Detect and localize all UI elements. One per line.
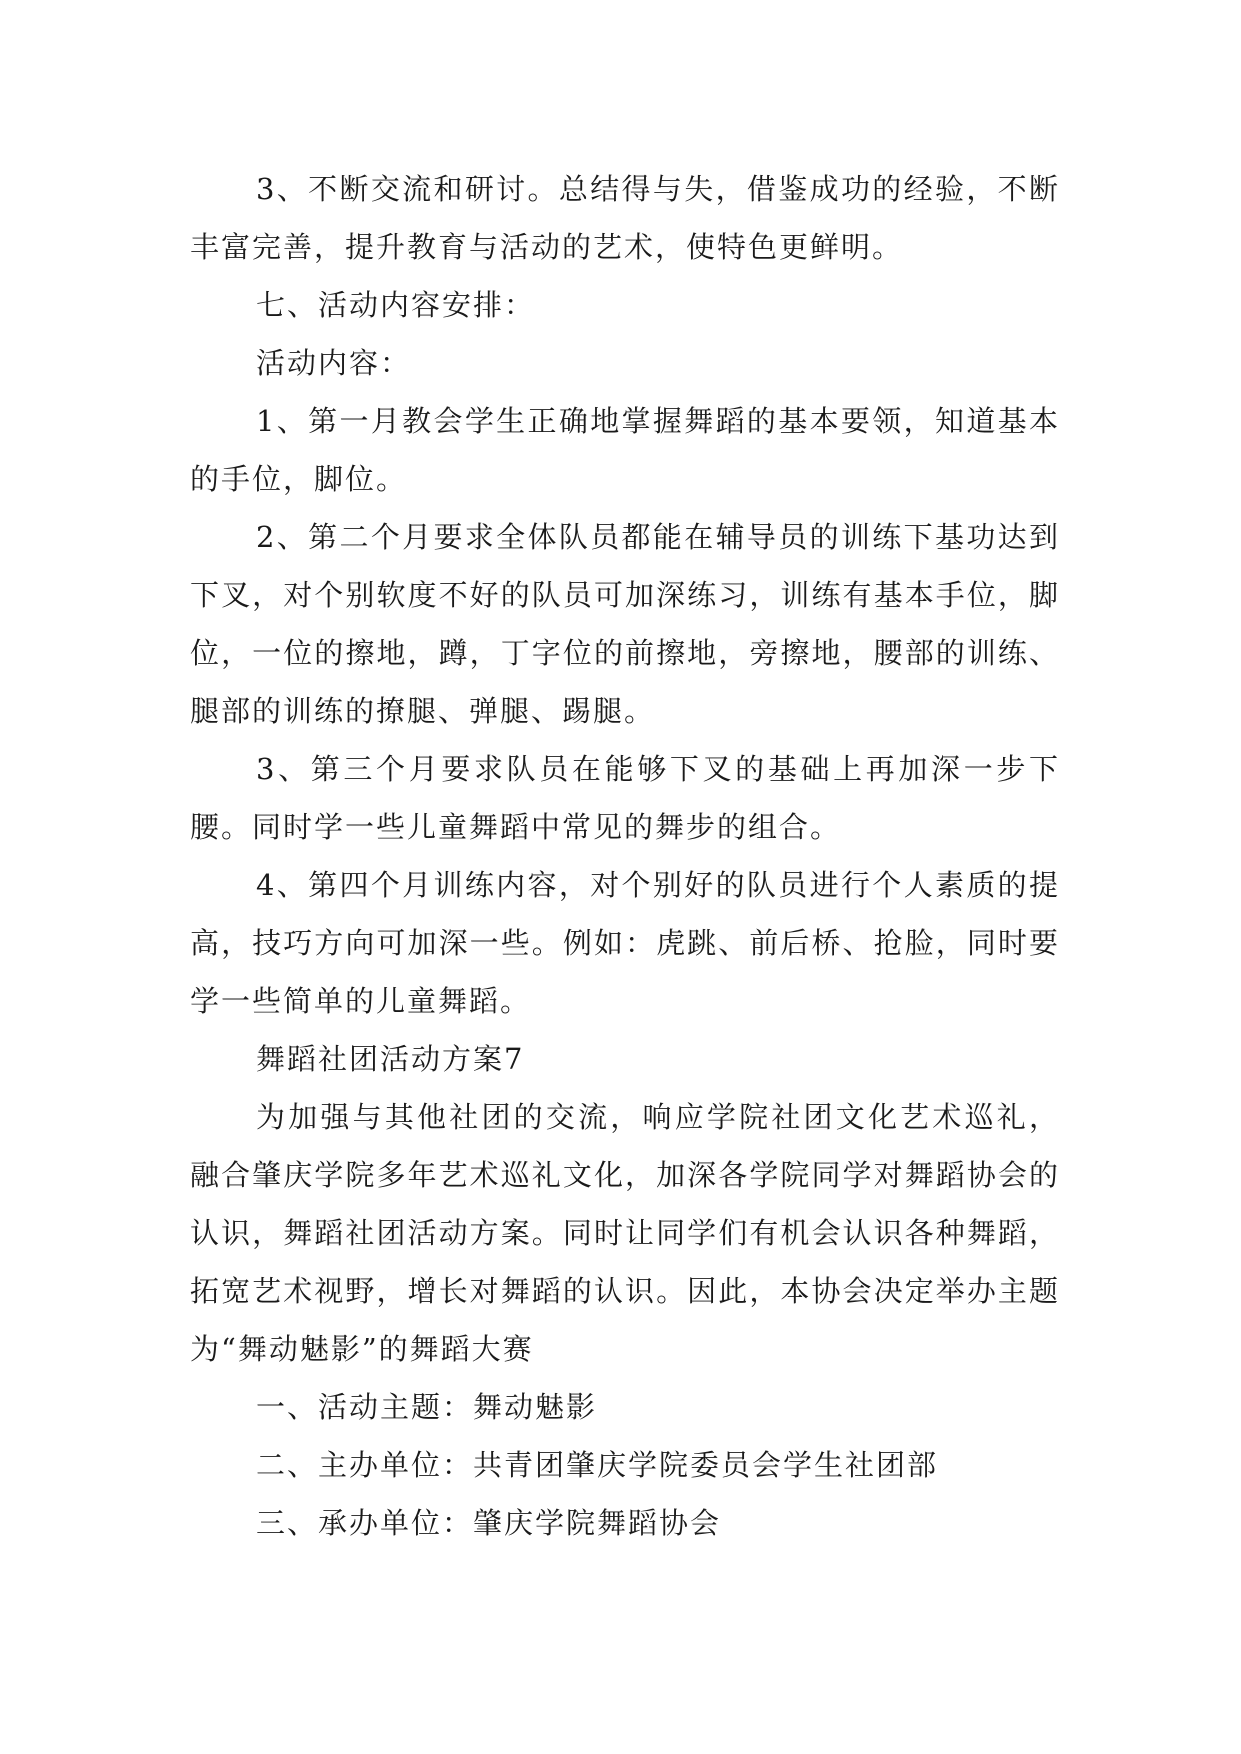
paragraph-month-two: 2、第二个月要求全体队员都能在辅导员的训练下基功达到下叉，对个别软度不好的队员可加深练习，训练有基本手位，脚位，一位的擦地，蹲，丁字位的前擦地，旁擦地，腰部的训练、腿部的训练的撩腿、弹腿、踢腿。 <box>190 520 1060 728</box>
paragraph-month-one: 1、第一月教会学生正确地掌握舞蹈的基本要领，知道基本的手位，脚位。 <box>190 404 1060 496</box>
paragraph-introduction: 为加强与其他社团的交流，响应学院社团文化艺术巡礼，融合肇庆学院多年艺术巡礼文化，加深各学院同学对舞蹈协会的认识，舞蹈社团活动方案。同时让同学们有机会认识各种舞蹈，拓宽艺术视野，增长对舞蹈的认识。因此，本协会决定举办主题为“舞动魅影”的舞蹈大赛 <box>190 1100 1060 1366</box>
subheading-activity-content: 活动内容： <box>256 346 412 380</box>
document-section-title: 舞蹈社团活动方案7 <box>256 1042 525 1076</box>
paragraph-month-three: 3、第三个月要求队员在能够下叉的基础上再加深一步下腰。同时学一些儿童舞蹈中常见的舞步的组合。 <box>190 752 1060 844</box>
item-host: 三、承办单位：肇庆学院舞蹈协会 <box>256 1506 722 1540</box>
paragraph-exchange-research: 3、不断交流和研讨。总结得与失，借鉴成功的经验，不断丰富完善，提升教育与活动的艺术，使特色更鲜明。 <box>190 172 1060 264</box>
paragraph-month-four: 4、第四个月训练内容，对个别好的队员进行个人素质的提高，技巧方向可加深一些。例如：虎跳、前后桥、抢脸，同时要学一些简单的儿童舞蹈。 <box>190 868 1060 1018</box>
item-organizer: 二、主办单位：共青团肇庆学院委员会学生社团部 <box>256 1448 939 1482</box>
section-heading-activity-arrangement: 七、活动内容安排： <box>256 288 536 322</box>
item-activity-theme: 一、活动主题：舞动魅影 <box>256 1390 598 1424</box>
document-body <box>190 160 1060 1552</box>
